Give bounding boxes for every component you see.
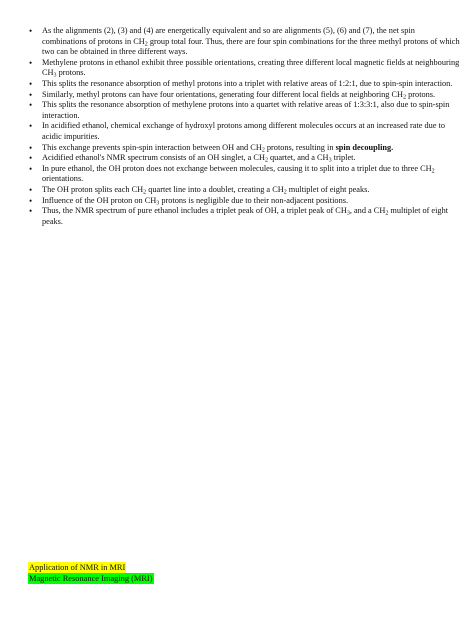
bullet-list <box>28 26 460 227</box>
subscript: 3 <box>328 157 332 164</box>
subscript: 2 <box>264 157 268 164</box>
text-run: protons, resulting in <box>264 142 336 152</box>
subscript: 2 <box>261 147 265 154</box>
subscript: 2 <box>143 189 147 196</box>
bullet-item <box>42 153 460 164</box>
text-run: , and a CH <box>349 206 386 216</box>
subscript: 2 <box>431 168 435 175</box>
subscript: 2 <box>144 41 148 48</box>
text-run: This splits the resonance absorption of methyl protons into a triplet with relative areas of 1:2:1, due to spin-spin interaction. <box>42 78 453 88</box>
text-run: multiplet of eight peaks. <box>42 206 449 226</box>
bullet-item <box>42 26 460 58</box>
text-run: protons. <box>406 89 436 99</box>
text-run: protons. <box>56 68 86 78</box>
section-heading: Application of NMR in MRI <box>29 563 126 572</box>
subscript: 2 <box>385 210 389 217</box>
text-run: This splits the resonance absorption of methylene protons into a quartet with relative areas of 1:3:3:1, also due to spin-spin interaction. <box>42 100 450 120</box>
bullet-item <box>42 100 460 121</box>
bullet-item <box>42 185 460 196</box>
bullet-item <box>42 58 460 79</box>
subscript: 3 <box>346 210 350 217</box>
text-run: orientations. <box>42 174 84 184</box>
bullet-item <box>42 206 460 227</box>
text-run: In acidified ethanol, chemical exchange of hydroxyl protons among different molecules occurs at an increased rate due to acidic impurities. <box>42 121 446 141</box>
text-run: Thus, the NMR spectrum of pure ethanol includes a triplet peak of OH, a triplet peak of CH <box>42 206 347 216</box>
text-run: quartet, and a CH <box>267 153 329 163</box>
text-run: group total four. Thus, there are four spin combinations for the three methyl protons of which two can be obtained in three different ways. <box>42 36 460 57</box>
text-run: Influence of the OH proton on CH <box>42 195 157 205</box>
footer-section <box>28 562 154 584</box>
subscript: 3 <box>53 72 57 79</box>
bullet-item <box>42 79 460 90</box>
subscript: 2 <box>403 94 407 101</box>
text-run: quartet line into a doublet, creating a CH <box>146 184 284 194</box>
bullet-item <box>42 121 460 142</box>
subscript: 3 <box>156 200 160 206</box>
text-run: The OH proton splits each CH <box>42 184 144 194</box>
bold-text: spin decoupling. <box>335 142 394 152</box>
text-run: In pure ethanol, the OH proton does not exchange between molecules, causing it to split into a triplet due to three CH <box>42 163 432 173</box>
bullet-item <box>42 90 460 101</box>
text-run: Methylene protons in ethanol exhibit three possible orientations, creating three different local magnetic fields at neighbouring CH <box>42 57 460 78</box>
text-run: Acidified ethanol's NMR spectrum consists of an OH singlet, a CH <box>42 153 265 163</box>
bullet-item <box>42 164 460 185</box>
text-run: multiplet of eight peaks. <box>286 184 370 194</box>
text-run: triplet. <box>331 153 356 163</box>
bullet-item <box>42 143 460 154</box>
text-run: This exchange prevents spin-spin interaction between OH and CH <box>42 142 262 152</box>
bullet-item <box>42 196 460 207</box>
subscript: 2 <box>283 189 287 196</box>
text-run: As the alignments (2), (3) and (4) are energetically equivalent and so are alignments (5), (6) and (7), the net spin combinations of protons in CH <box>42 26 415 46</box>
text-run: Similarly, methyl protons can have four orientations, generating four different local fields at neighboring CH <box>42 89 404 99</box>
section-subheading: Magnetic Resonance Imaging (MRI) <box>29 574 153 583</box>
text-run: protons is negligible due to their non-adjacent positions. <box>159 195 349 205</box>
